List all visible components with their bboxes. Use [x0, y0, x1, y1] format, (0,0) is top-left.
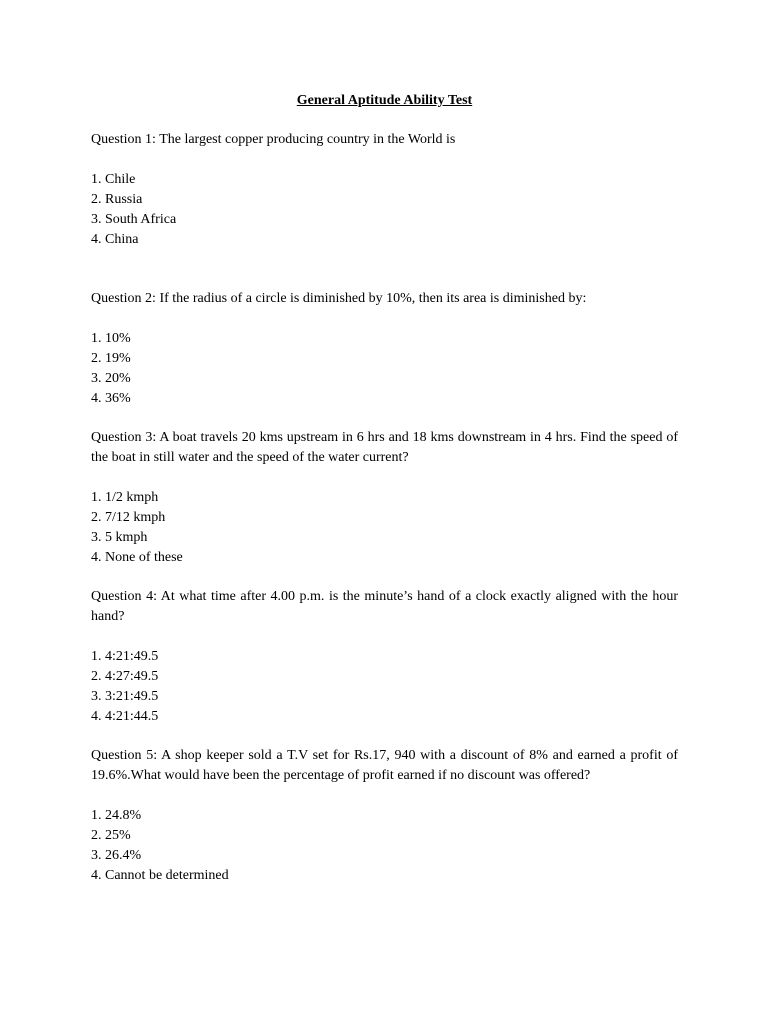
question-2-option-3: 3. 20% — [91, 371, 131, 386]
question-4-option-1: 1. 4:21:49.5 — [91, 649, 159, 664]
page-title: General Aptitude Ability Test — [296, 93, 473, 108]
question-3-options — [91, 488, 678, 568]
question-5-option-3: 3. 26.4% — [91, 848, 142, 863]
question-3-text: Question 3: A boat travels 20 kms upstream in 6 hrs and 18 kms downstream in 4 hrs. Find the speed of the boat in still water and the speed of the water current? — [91, 430, 678, 465]
question-3-option-2: 2. 7/12 kmph — [91, 510, 166, 525]
question-1-options — [91, 170, 678, 250]
question-2-option-2: 2. 19% — [91, 351, 131, 366]
question-2-option-1: 1. 10% — [91, 331, 131, 346]
question-4-option-4: 4. 4:21:44.5 — [91, 709, 159, 724]
question-2 — [91, 289, 678, 409]
question-5 — [91, 746, 678, 886]
question-5-text: Question 5: A shop keeper sold a T.V set for Rs.17, 940 with a discount of 8% and earned a profit of 19.6%.What would have been the percentage of profit earned if no discount was offered? — [91, 748, 678, 783]
question-1 — [91, 130, 678, 250]
question-1-text: Question 1: The largest copper producing country in the World is — [91, 132, 456, 147]
question-4-option-2: 2. 4:27:49.5 — [91, 669, 159, 684]
question-3 — [91, 428, 678, 568]
question-3-option-4: 4. None of these — [91, 550, 183, 565]
question-2-option-4: 4. 36% — [91, 391, 131, 406]
question-4-text: Question 4: At what time after 4.00 p.m. is the minute’s hand of a clock exactly aligned with the hour hand? — [91, 589, 678, 624]
question-4-options — [91, 647, 678, 727]
question-5-option-4: 4. Cannot be determined — [91, 868, 229, 883]
question-2-options — [91, 329, 678, 409]
question-1-option-1: 1. Chile — [91, 172, 136, 187]
question-3-option-3: 3. 5 kmph — [91, 530, 148, 545]
question-5-option-2: 2. 25% — [91, 828, 131, 843]
question-4 — [91, 587, 678, 727]
question-5-option-1: 1. 24.8% — [91, 808, 142, 823]
question-1-option-2: 2. Russia — [91, 192, 143, 207]
question-1-option-4: 4. China — [91, 232, 139, 247]
question-5-options — [91, 806, 678, 886]
question-4-option-3: 3. 3:21:49.5 — [91, 689, 159, 704]
question-3-option-1: 1. 1/2 kmph — [91, 490, 159, 505]
question-1-option-3: 3. South Africa — [91, 212, 177, 227]
question-2-text: Question 2: If the radius of a circle is diminished by 10%, then its area is diminished by: — [91, 291, 587, 306]
